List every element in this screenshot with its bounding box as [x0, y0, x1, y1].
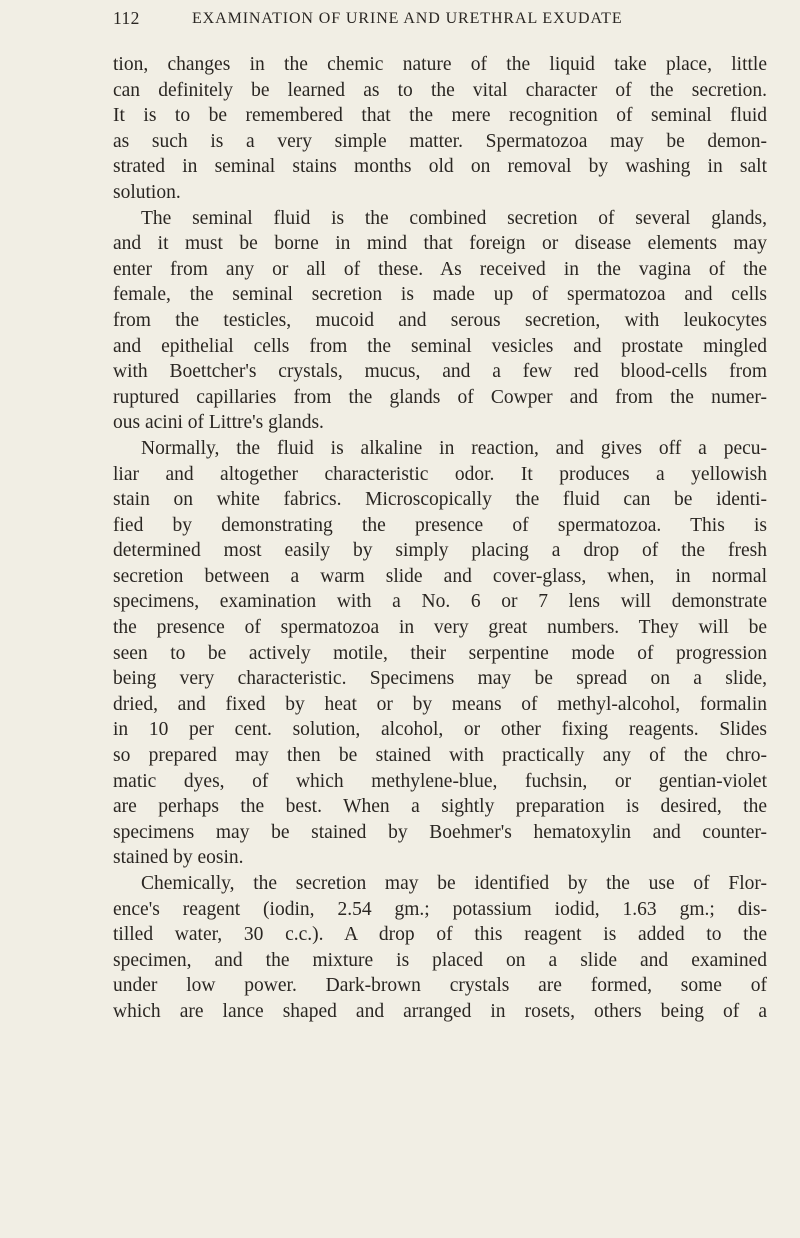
text-line: which are lance shaped and arranged in rosets, others being of a [113, 1000, 767, 1022]
running-head [113, 8, 740, 38]
text-line: ence's reagent (iodin, 2.54 gm.; potassium iodid, 1.63 gm.; dis- [113, 898, 767, 920]
text-line: tion, changes in the chemic nature of the liquid take place, little [113, 54, 767, 75]
text-line: dried, and fixed by heat or by means of methyl-alcohol, formalin [113, 693, 767, 715]
text-line: female, the seminal secretion is made up of spermatozoa and cells [113, 284, 767, 306]
text-line: liar and altogether characteristic odor. It produces a yellowish [113, 463, 767, 485]
paragraph [113, 52, 767, 206]
text-line: ruptured capillaries from the glands of Cowper and from the numer- [113, 386, 767, 408]
paragraph [113, 206, 767, 436]
text-line: in 10 per cent. solution, alcohol, or other fixing reagents. Slides [113, 719, 767, 741]
text-line: seen to be actively motile, their serpentine mode of progression [113, 642, 767, 664]
paragraph [113, 871, 767, 1025]
running-title: EXAMINATION OF URINE AND URETHRAL EXUDATE [192, 10, 623, 27]
text-line: tilled water, 30 c.c.). A drop of this reagent is added to the [113, 924, 767, 946]
text-line: ous acini of Littre's glands. [113, 412, 324, 434]
text-line: as such is a very simple matter. Spermatozoa may be demon- [113, 130, 767, 152]
text-line: matic dyes, of which methylene-blue, fuchsin, or gentian-violet [113, 770, 767, 792]
text-line: specimens may be stained by Boehmer's hematoxylin and counter- [113, 821, 767, 843]
text-line: fied by demonstrating the presence of spermatozoa. This is [113, 514, 767, 536]
text-line: under low power. Dark-brown crystals are formed, some of [113, 975, 767, 997]
text-line: solution. [113, 181, 181, 203]
text-line: are perhaps the best. When a sightly preparation is desired, the [113, 796, 767, 818]
text-line: can definitely be learned as to the vital character of the secretion. [113, 79, 767, 101]
text-line: secretion between a warm slide and cover-glass, when, in normal [113, 565, 767, 587]
paragraph [113, 436, 767, 871]
text-line: specimens, examination with a No. 6 or 7 lens will demonstrate [113, 591, 767, 613]
text-line: the presence of spermatozoa in very great numbers. They will be [113, 617, 767, 639]
text-line: determined most easily by simply placing a drop of the fresh [113, 540, 767, 562]
text-line: and epithelial cells from the seminal vesicles and prostate mingled [113, 335, 767, 357]
text-line: and it must be borne in mind that foreign or disease elements may [113, 233, 767, 255]
text-line: enter from any or all of these. As received in the vagina of the [113, 258, 767, 280]
text-line: so prepared may then be stained with practically any of the chro- [113, 745, 767, 767]
text-line: The seminal fluid is the combined secretion of several glands, [141, 207, 767, 229]
page-number: 112 [113, 8, 140, 28]
text-line: Normally, the fluid is alkaline in reaction, and gives off a pecu- [141, 437, 767, 459]
text-line: It is to be remembered that the mere recognition of seminal fluid [113, 105, 767, 127]
text-line: specimen, and the mixture is placed on a slide and examined [113, 949, 767, 971]
text-line: stain on white fabrics. Microscopically the fluid can be identi- [113, 489, 767, 511]
text-line: Chemically, the secretion may be identified by the use of Flor- [141, 873, 767, 894]
text-line: with Boettcher's crystals, mucus, and a few red blood-cells from [113, 361, 767, 383]
body-text [113, 52, 767, 1025]
text-line: being very characteristic. Specimens may be spread on a slide, [113, 668, 767, 690]
text-line: strated in seminal stains months old on removal by washing in salt [113, 156, 767, 178]
text-line: stained by eosin. [113, 847, 244, 869]
text-line: from the testicles, mucoid and serous secretion, with leukocytes [113, 309, 767, 331]
